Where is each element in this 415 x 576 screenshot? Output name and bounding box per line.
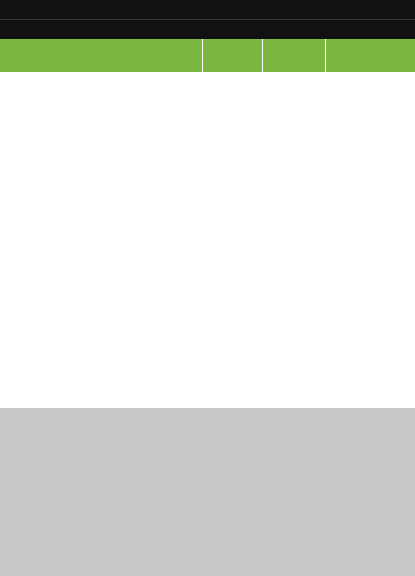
page-subtitle: [0, 19, 415, 39]
header-col-medium: [262, 39, 325, 72]
table-header-row: [0, 39, 415, 72]
page-title: [0, 0, 415, 19]
footnotes-panel: [0, 408, 415, 576]
header-col-small: [202, 39, 262, 72]
header-col-large: [325, 39, 415, 72]
header-gabarit-label: [0, 39, 202, 72]
dimensions-table: [0, 39, 415, 72]
